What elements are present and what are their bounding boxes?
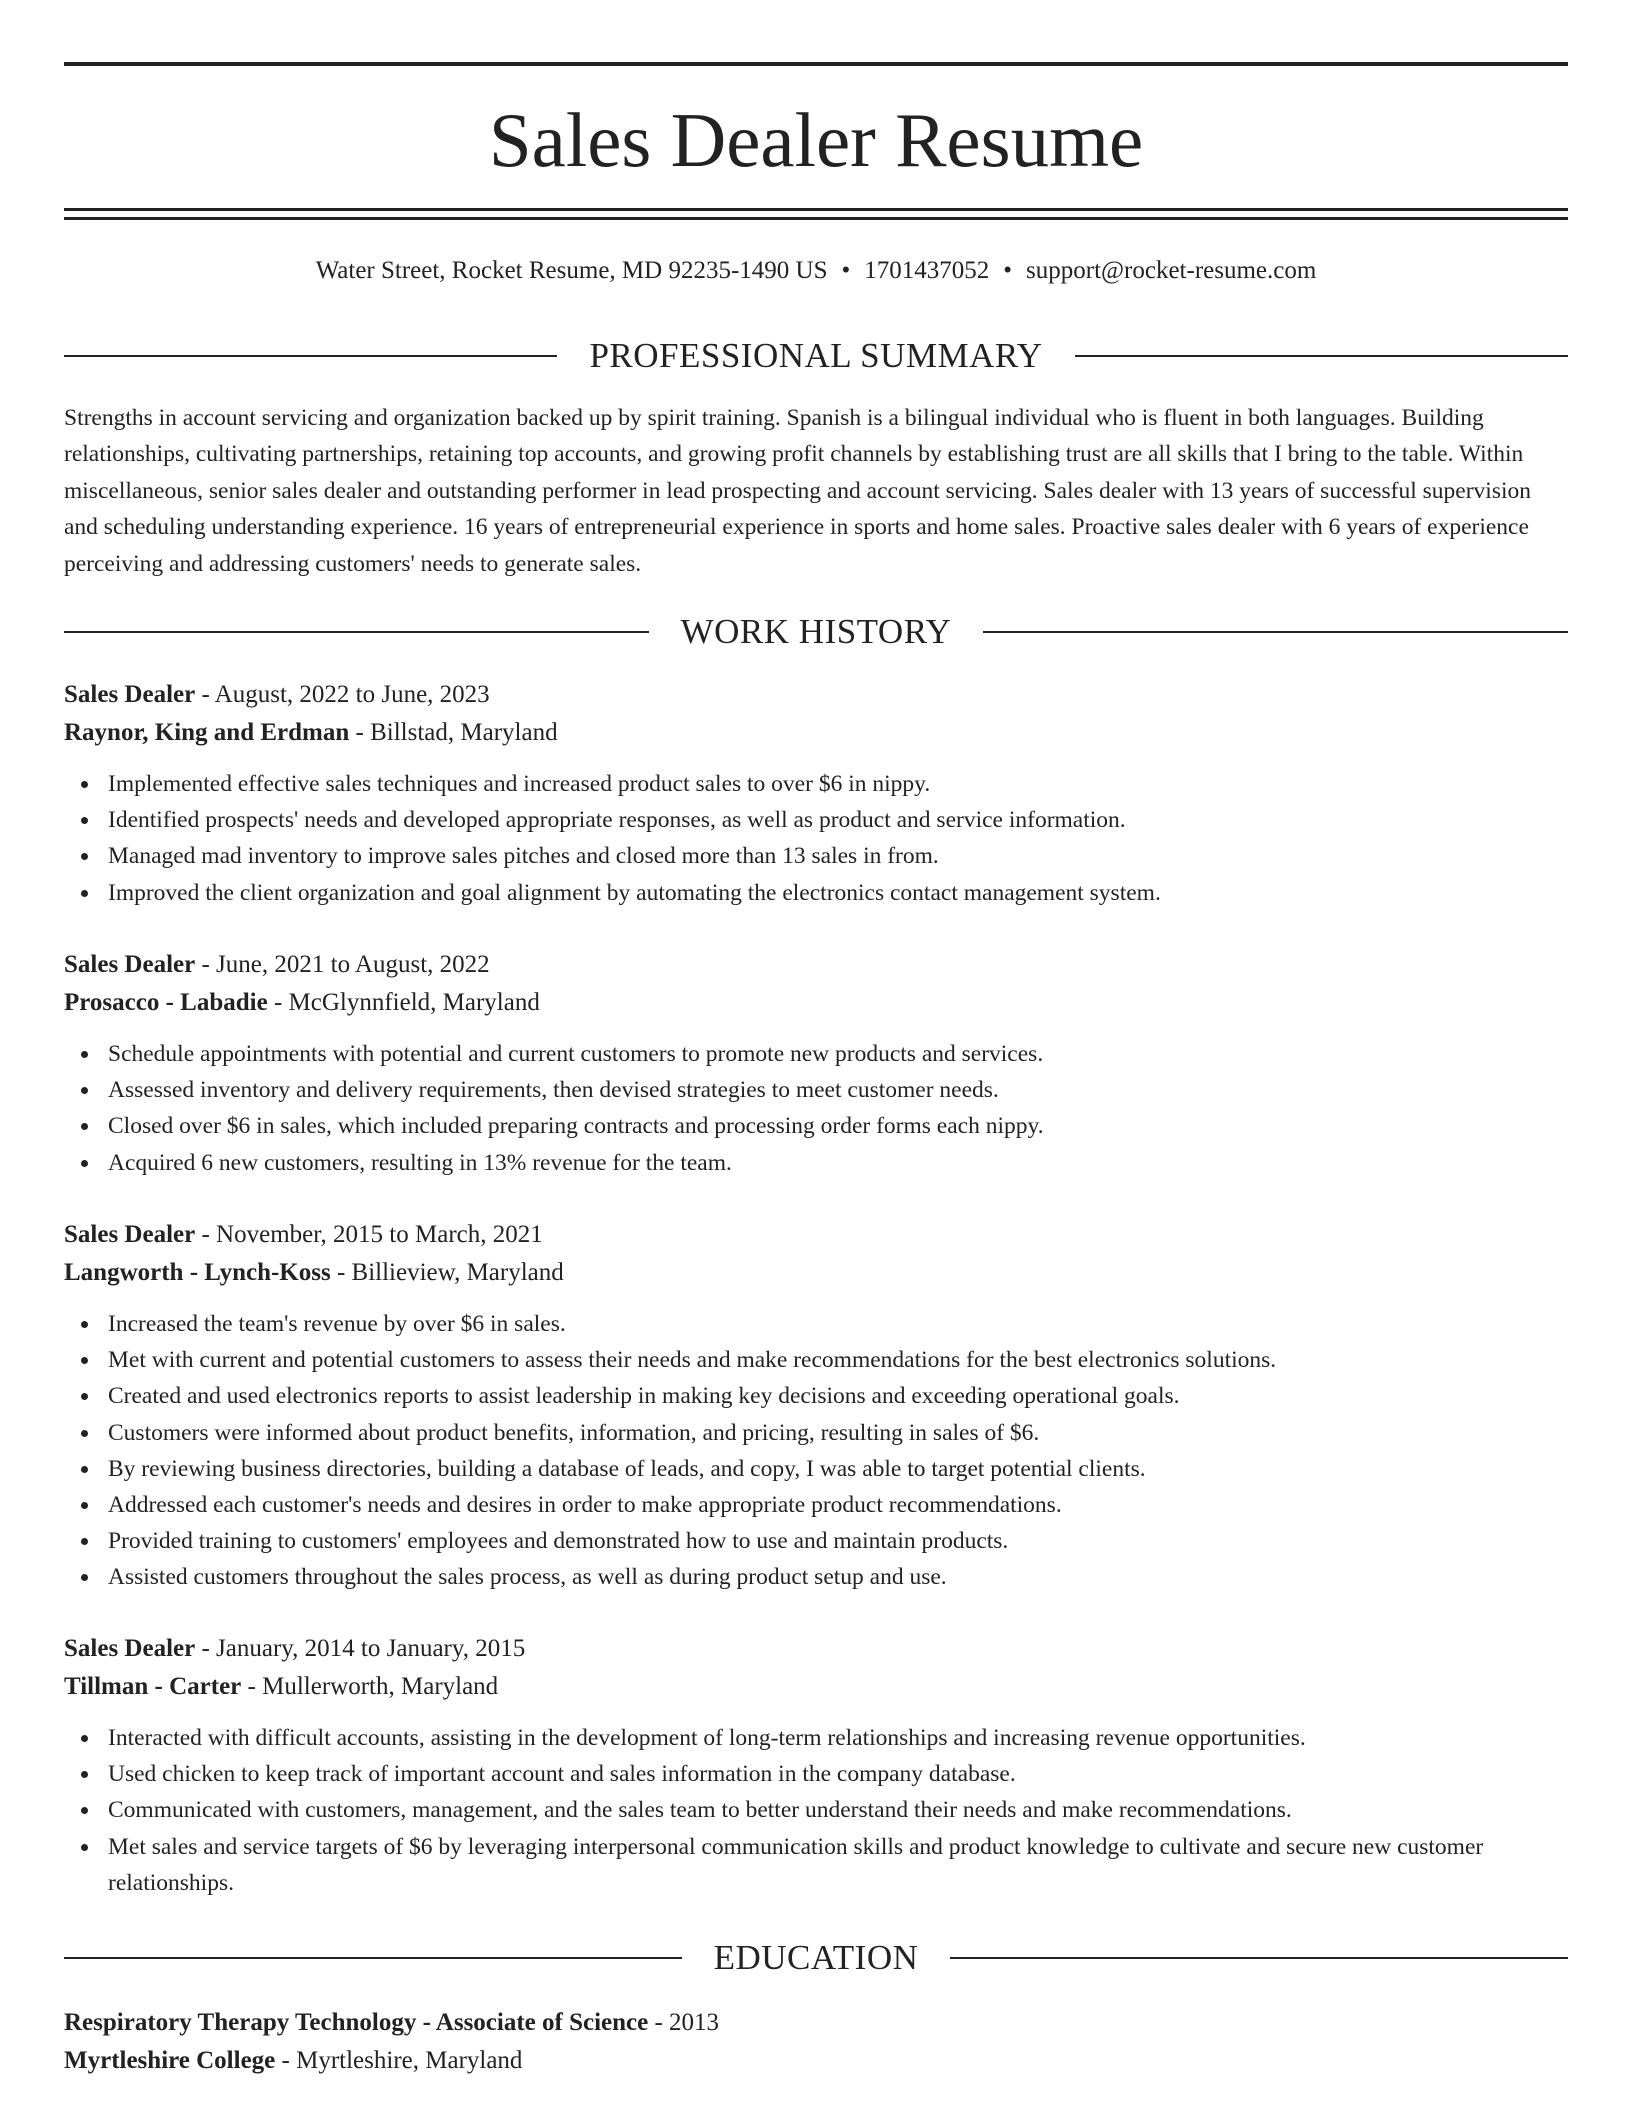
job-bullet: Implemented effective sales techniques and increased product sales to over $6 in nippy.	[108, 766, 1568, 802]
contact-phone: 1701437052	[864, 257, 990, 284]
job-title-row	[64, 1216, 1568, 1254]
resume-title: Sales Dealer Resume	[488, 97, 1144, 183]
job-dates: - November, 2015 to March, 2021	[195, 1221, 543, 1248]
job-title: Sales Dealer	[64, 1221, 196, 1248]
education-degree: Respiratory Therapy Technology - Associate of Science	[64, 2009, 649, 2036]
job-company: Prosacco - Labadie	[64, 989, 268, 1016]
education-degree-row	[64, 2004, 1568, 2042]
job-title-row	[64, 1630, 1568, 1668]
job-bullet: By reviewing business directories, building a database of leads, and copy, I was able to target potential clients.	[108, 1451, 1568, 1487]
section-heading-label: PROFESSIONAL SUMMARY	[589, 336, 1043, 375]
job-bullet: Communicated with customers, management, and the sales team to better understand their needs and make recommendations.	[108, 1792, 1568, 1828]
job-bullet: Met sales and service targets of $6 by leveraging interpersonal communication skills and product knowledge to cultivate and secure new customer relationships.	[108, 1829, 1568, 1901]
job-bullet: Interacted with difficult accounts, assisting in the development of long-term relationships and increasing revenue opportunities.	[108, 1720, 1568, 1756]
job-entry	[64, 676, 1568, 911]
job-bullet: Addressed each customer's needs and desires in order to make appropriate product recommendations.	[108, 1487, 1568, 1523]
heading-rule-left	[64, 355, 557, 357]
job-location: - Billstad, Maryland	[349, 719, 558, 746]
heading-rule-left	[64, 1957, 682, 1959]
job-bullet: Closed over $6 in sales, which included preparing contracts and processing order forms each nippy.	[108, 1108, 1568, 1144]
job-bullet: Managed mad inventory to improve sales pitches and closed more than 13 sales in from.	[108, 838, 1568, 874]
job-entry	[64, 946, 1568, 1181]
top-rule	[64, 62, 1568, 66]
job-title-row	[64, 946, 1568, 984]
contact-address: Water Street, Rocket Resume, MD 92235-1490 US	[315, 257, 828, 284]
job-title: Sales Dealer	[64, 951, 196, 978]
section-heading-education	[64, 1936, 1568, 1980]
job-bullet: Met with current and potential customers to assess their needs and make recommendations for the best electronics solutions.	[108, 1342, 1568, 1378]
job-location: - McGlynnfield, Maryland	[267, 989, 540, 1016]
job-bullet: Improved the client organization and goal alignment by automating the electronics contact management system.	[108, 875, 1568, 911]
heading-rule-right	[950, 1957, 1568, 1959]
job-entry	[64, 1216, 1568, 1596]
job-bullet: Identified prospects' needs and developed appropriate responses, as well as product and service information.	[108, 802, 1568, 838]
contact-email: support@rocket-resume.com	[1026, 257, 1317, 284]
job-bullet: Assessed inventory and delivery requirements, then devised strategies to meet customer needs.	[108, 1072, 1568, 1108]
job-bullet: Customers were informed about product benefits, information, and pricing, resulting in sales of $6.	[108, 1415, 1568, 1451]
education-school: Myrtleshire College	[64, 2047, 276, 2074]
job-company: Langworth - Lynch-Koss	[64, 1259, 331, 1286]
section-heading-label: EDUCATION	[713, 1938, 919, 1977]
job-entry	[64, 1630, 1568, 1901]
job-bullets	[64, 1306, 1568, 1596]
job-bullets	[64, 1036, 1568, 1181]
education-entry	[64, 2004, 1568, 2080]
section-heading-label: WORK HISTORY	[680, 612, 952, 651]
contact-separator: •	[841, 257, 851, 284]
job-company-row	[64, 1668, 1568, 1706]
education-location: - Myrtleshire, Maryland	[275, 2047, 523, 2074]
job-bullet: Schedule appointments with potential and current customers to promote new products and services.	[108, 1036, 1568, 1072]
job-location: - Billieview, Maryland	[330, 1259, 564, 1286]
job-location: - Mullerworth, Maryland	[241, 1673, 499, 1700]
job-title: Sales Dealer	[64, 1635, 196, 1662]
heading-rule-left	[64, 631, 649, 633]
job-bullet: Increased the team's revenue by over $6 in sales.	[108, 1306, 1568, 1342]
job-bullets	[64, 1720, 1568, 1901]
education-school-row	[64, 2042, 1568, 2080]
contact-separator: •	[1003, 257, 1013, 284]
job-bullet: Assisted customers throughout the sales process, as well as during product setup and use.	[108, 1559, 1568, 1595]
job-company: Tillman - Carter	[64, 1673, 242, 1700]
job-title-row	[64, 676, 1568, 714]
job-title: Sales Dealer	[64, 681, 196, 708]
job-company-row	[64, 1254, 1568, 1292]
job-company-row	[64, 714, 1568, 752]
job-bullets	[64, 766, 1568, 911]
job-dates: - January, 2014 to January, 2015	[195, 1635, 526, 1662]
education-year: - 2013	[648, 2009, 720, 2036]
job-dates: - August, 2022 to June, 2023	[195, 681, 490, 708]
section-heading-work-history	[64, 610, 1568, 654]
job-bullet: Provided training to customers' employees and demonstrated how to use and maintain products.	[108, 1523, 1568, 1559]
job-bullet: Used chicken to keep track of important account and sales information in the company database.	[108, 1756, 1568, 1792]
heading-rule-right	[983, 631, 1568, 633]
job-company-row	[64, 984, 1568, 1022]
summary-text: Strengths in account servicing and organization backed up by spirit training. Spanish is a bilingual individual who is fluent in both languages. Building relationships, cultivating partnerships, retaining top accounts, and growing profit channels by establishing trust are all skills that I bring to the table. Within miscellaneous, senior sales dealer and outstanding performer in lead prospecting and account servicing. Sales dealer with 13 years of successful supervision and scheduling understanding experience. 16 years of entrepreneurial experience in sports and home sales. Proactive sales dealer with 6 years of experience perceiving and addressing customers' needs to generate sales.	[64, 405, 1531, 577]
heading-rule-right	[1075, 355, 1568, 357]
section-heading-summary	[64, 334, 1568, 378]
job-bullet: Created and used electronics reports to assist leadership in making key decisions and exceeding operational goals.	[108, 1378, 1568, 1414]
job-bullet: Acquired 6 new customers, resulting in 13% revenue for the team.	[108, 1145, 1568, 1181]
contact-line	[64, 254, 1568, 288]
job-company: Raynor, King and Erdman	[64, 719, 350, 746]
title-double-rule	[64, 208, 1568, 220]
job-dates: - June, 2021 to August, 2022	[195, 951, 490, 978]
